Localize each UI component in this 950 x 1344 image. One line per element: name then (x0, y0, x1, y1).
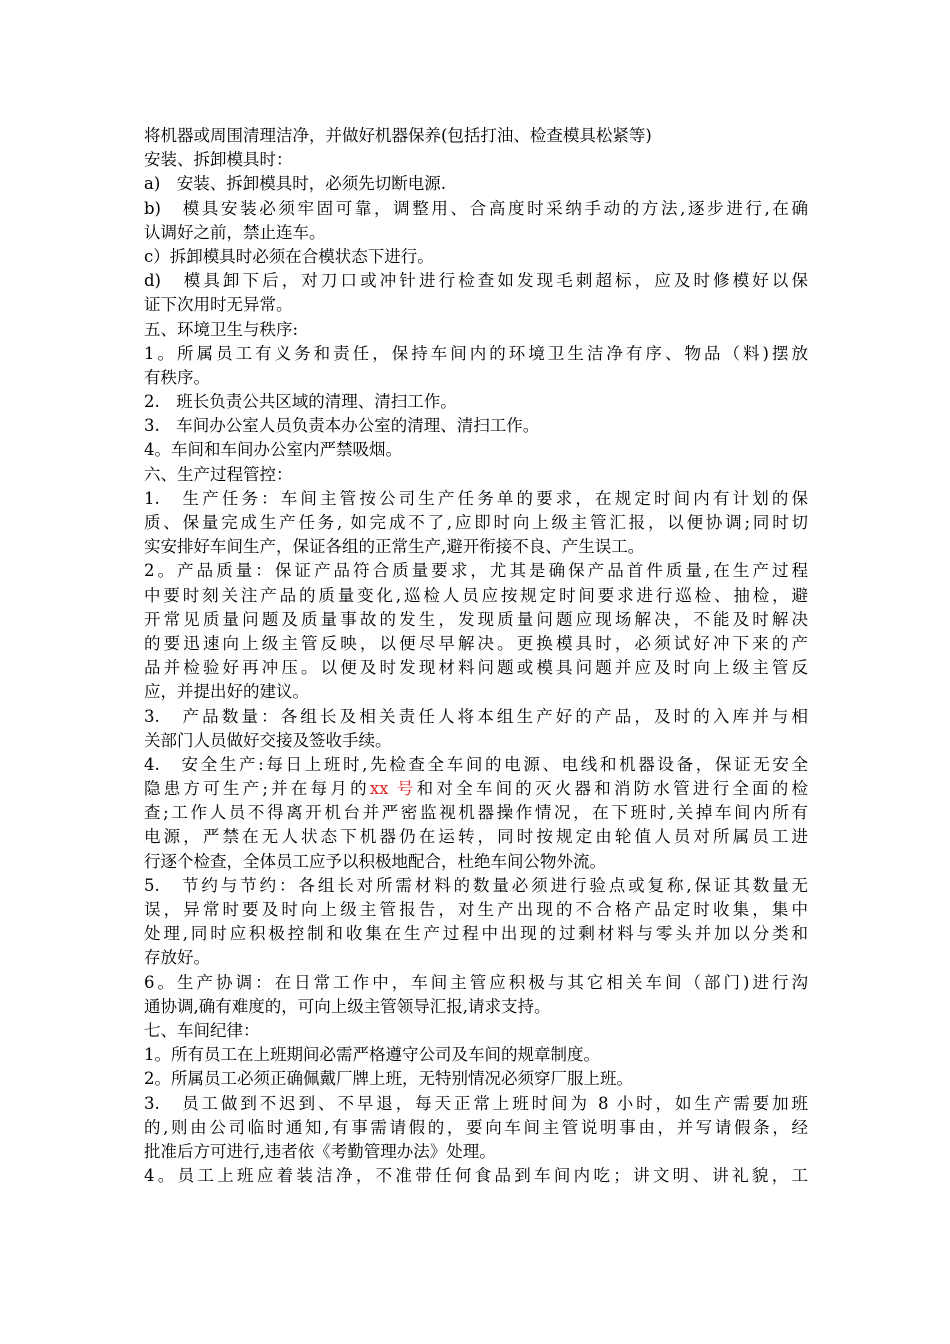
text-line: 六、生产过程管控： (144, 464, 293, 484)
text-line: 开常见质量问题及质量事故的发生，发现质量问题应现场解决，不能及时解决 (144, 609, 808, 629)
text-segment: 和对全车间的灭火器和消防水管进行全面的检 (416, 779, 809, 799)
text-line: 4。员工上班应着装洁净，不准带任何食品到车间内吃；讲文明、讲礼貌，工 (144, 1166, 808, 1186)
text-line: 质、保量完成生产任务, 如完成不了,应即时向上级主管汇报，以便协调;同时切 (144, 513, 808, 532)
text-line: a) 安装、拆卸模具时，必须先切断电源. (144, 174, 447, 194)
text-line: 的要迅速向上级主管反映，以便尽早解决。更换模具时，必须试好冲下来的产 (144, 633, 808, 653)
text-line: 4. 安全生产:每日上班时,先检查全车间的电源、电线和机器设备，保证无安全 (144, 754, 808, 774)
text-line: 4。车间和车间办公室内严禁吸烟。 (144, 440, 402, 460)
document-page (144, 124, 808, 1188)
text-segment: 隐患方可生产;并在每月的 (144, 779, 370, 799)
text-line: 七、车间纪律： (144, 1020, 260, 1040)
text-line: 将机器或周围清理洁净，并做好机器保养(包括打油、检查模具松紧等) (144, 126, 652, 145)
highlighted-text: xx 号 (369, 779, 417, 799)
text-line: 实安排好车间生产，保证各组的正常生产,避开衔接不良、产生误工。 (144, 537, 645, 557)
text-line: 中要时刻关注产品的质量变化,巡检人员应按规定时间要求进行巡检、抽检，避 (144, 585, 808, 605)
text-line: 存放好。 (144, 948, 210, 968)
text-line: 有秩序。 (144, 367, 210, 387)
text-line: 查;工作人员不得离开机台并严密监视机器操作情况，在下班时,关掉车间内所有 (144, 803, 808, 823)
text-line: 应，并提出好的建议。 (144, 682, 309, 702)
text-line: 2。产品质量：保证产品符合质量要求，尤其是确保产品首件质量,在生产过程 (144, 561, 808, 581)
text-line: 证下次用时无异常。 (144, 295, 293, 315)
text-line: b) 模具安装必须牢固可靠，调整用、合高度时采纳手动的方法,逐步进行,在确 (144, 198, 808, 218)
text-line: 3. 员工做到不迟到、不早退，每天正常上班时间为 8 小时，如生产需要加班 (144, 1093, 808, 1113)
text-line: 误，异常时要及时向上级主管报告，对生产出现的不合格产品定时收集，集中 (144, 900, 808, 919)
text-line: 5. 节约与节约：各组长对所需材料的数量必须进行验点或复称,保证其数量无 (144, 875, 808, 895)
text-line: 批准后方可进行,违者依《考勤管理办法》处理。 (144, 1141, 496, 1161)
text-line: 2。所属员工必须正确佩戴厂牌上班，无特别情况必须穿厂服上班。 (144, 1069, 633, 1089)
text-line: 的,则由公司临时通知,有事需请假的，要向车间主管说明事由，并写请假条，经 (144, 1117, 808, 1137)
text-line: 通协调,确有难度的，可向上级主管领导汇报,请求支持。 (144, 996, 551, 1016)
text-line: d) 模具卸下后，对刀口或冲针进行检查如发现毛刺超标，应及时修模好以保 (144, 271, 808, 291)
text-line: c）拆卸模具时必须在合模状态下进行。 (144, 246, 434, 266)
text-line: 1。所有员工在上班期间必需严格遵守公司及车间的规章制度。 (144, 1045, 600, 1065)
text-line: 1. 生产任务：车间主管按公司生产任务单的要求，在规定时间内有计划的保 (144, 488, 808, 508)
text-line: 五、环境卫生与秩序: (144, 319, 299, 339)
text-line: 1。所属员工有义务和责任，保持车间内的环境卫生洁净有序、物品（料)摆放 (144, 343, 808, 363)
text-line: 电源，严禁在无人状态下机器仍在运转，同时按规定由轮值人员对所属员工进 (144, 827, 808, 847)
text-line: 安装、拆卸模具时： (144, 150, 293, 170)
text-line: 6。生产协调：在日常工作中，车间主管应积极与其它相关车间（部门)进行沟 (144, 972, 808, 992)
text-line: 认调好之前，禁止连车。 (144, 222, 326, 242)
text-line: 处理,同时应积极控制和收集在生产过程中出现的过剩材料与零头并加以分类和 (144, 924, 808, 944)
text-line: 行逐个检查，全体员工应予以积极地配合，杜绝车间公物外流。 (144, 851, 606, 871)
text-line: 2. 班长负责公共区域的清理、清扫工作。 (144, 392, 457, 412)
text-line: 3. 产品数量：各组长及相关责任人将本组生产好的产品，及时的入库并与相 (144, 706, 808, 726)
text-line (144, 777, 808, 801)
text-line: 关部门人员做好交接及签收手续。 (144, 730, 392, 750)
text-line: 品并检验好再冲压。以便及时发现材料问题或模具问题并应及时向上级主管反 (144, 658, 808, 678)
text-line: 3. 车间办公室人员负责本办公室的清理、清扫工作。 (144, 416, 540, 436)
